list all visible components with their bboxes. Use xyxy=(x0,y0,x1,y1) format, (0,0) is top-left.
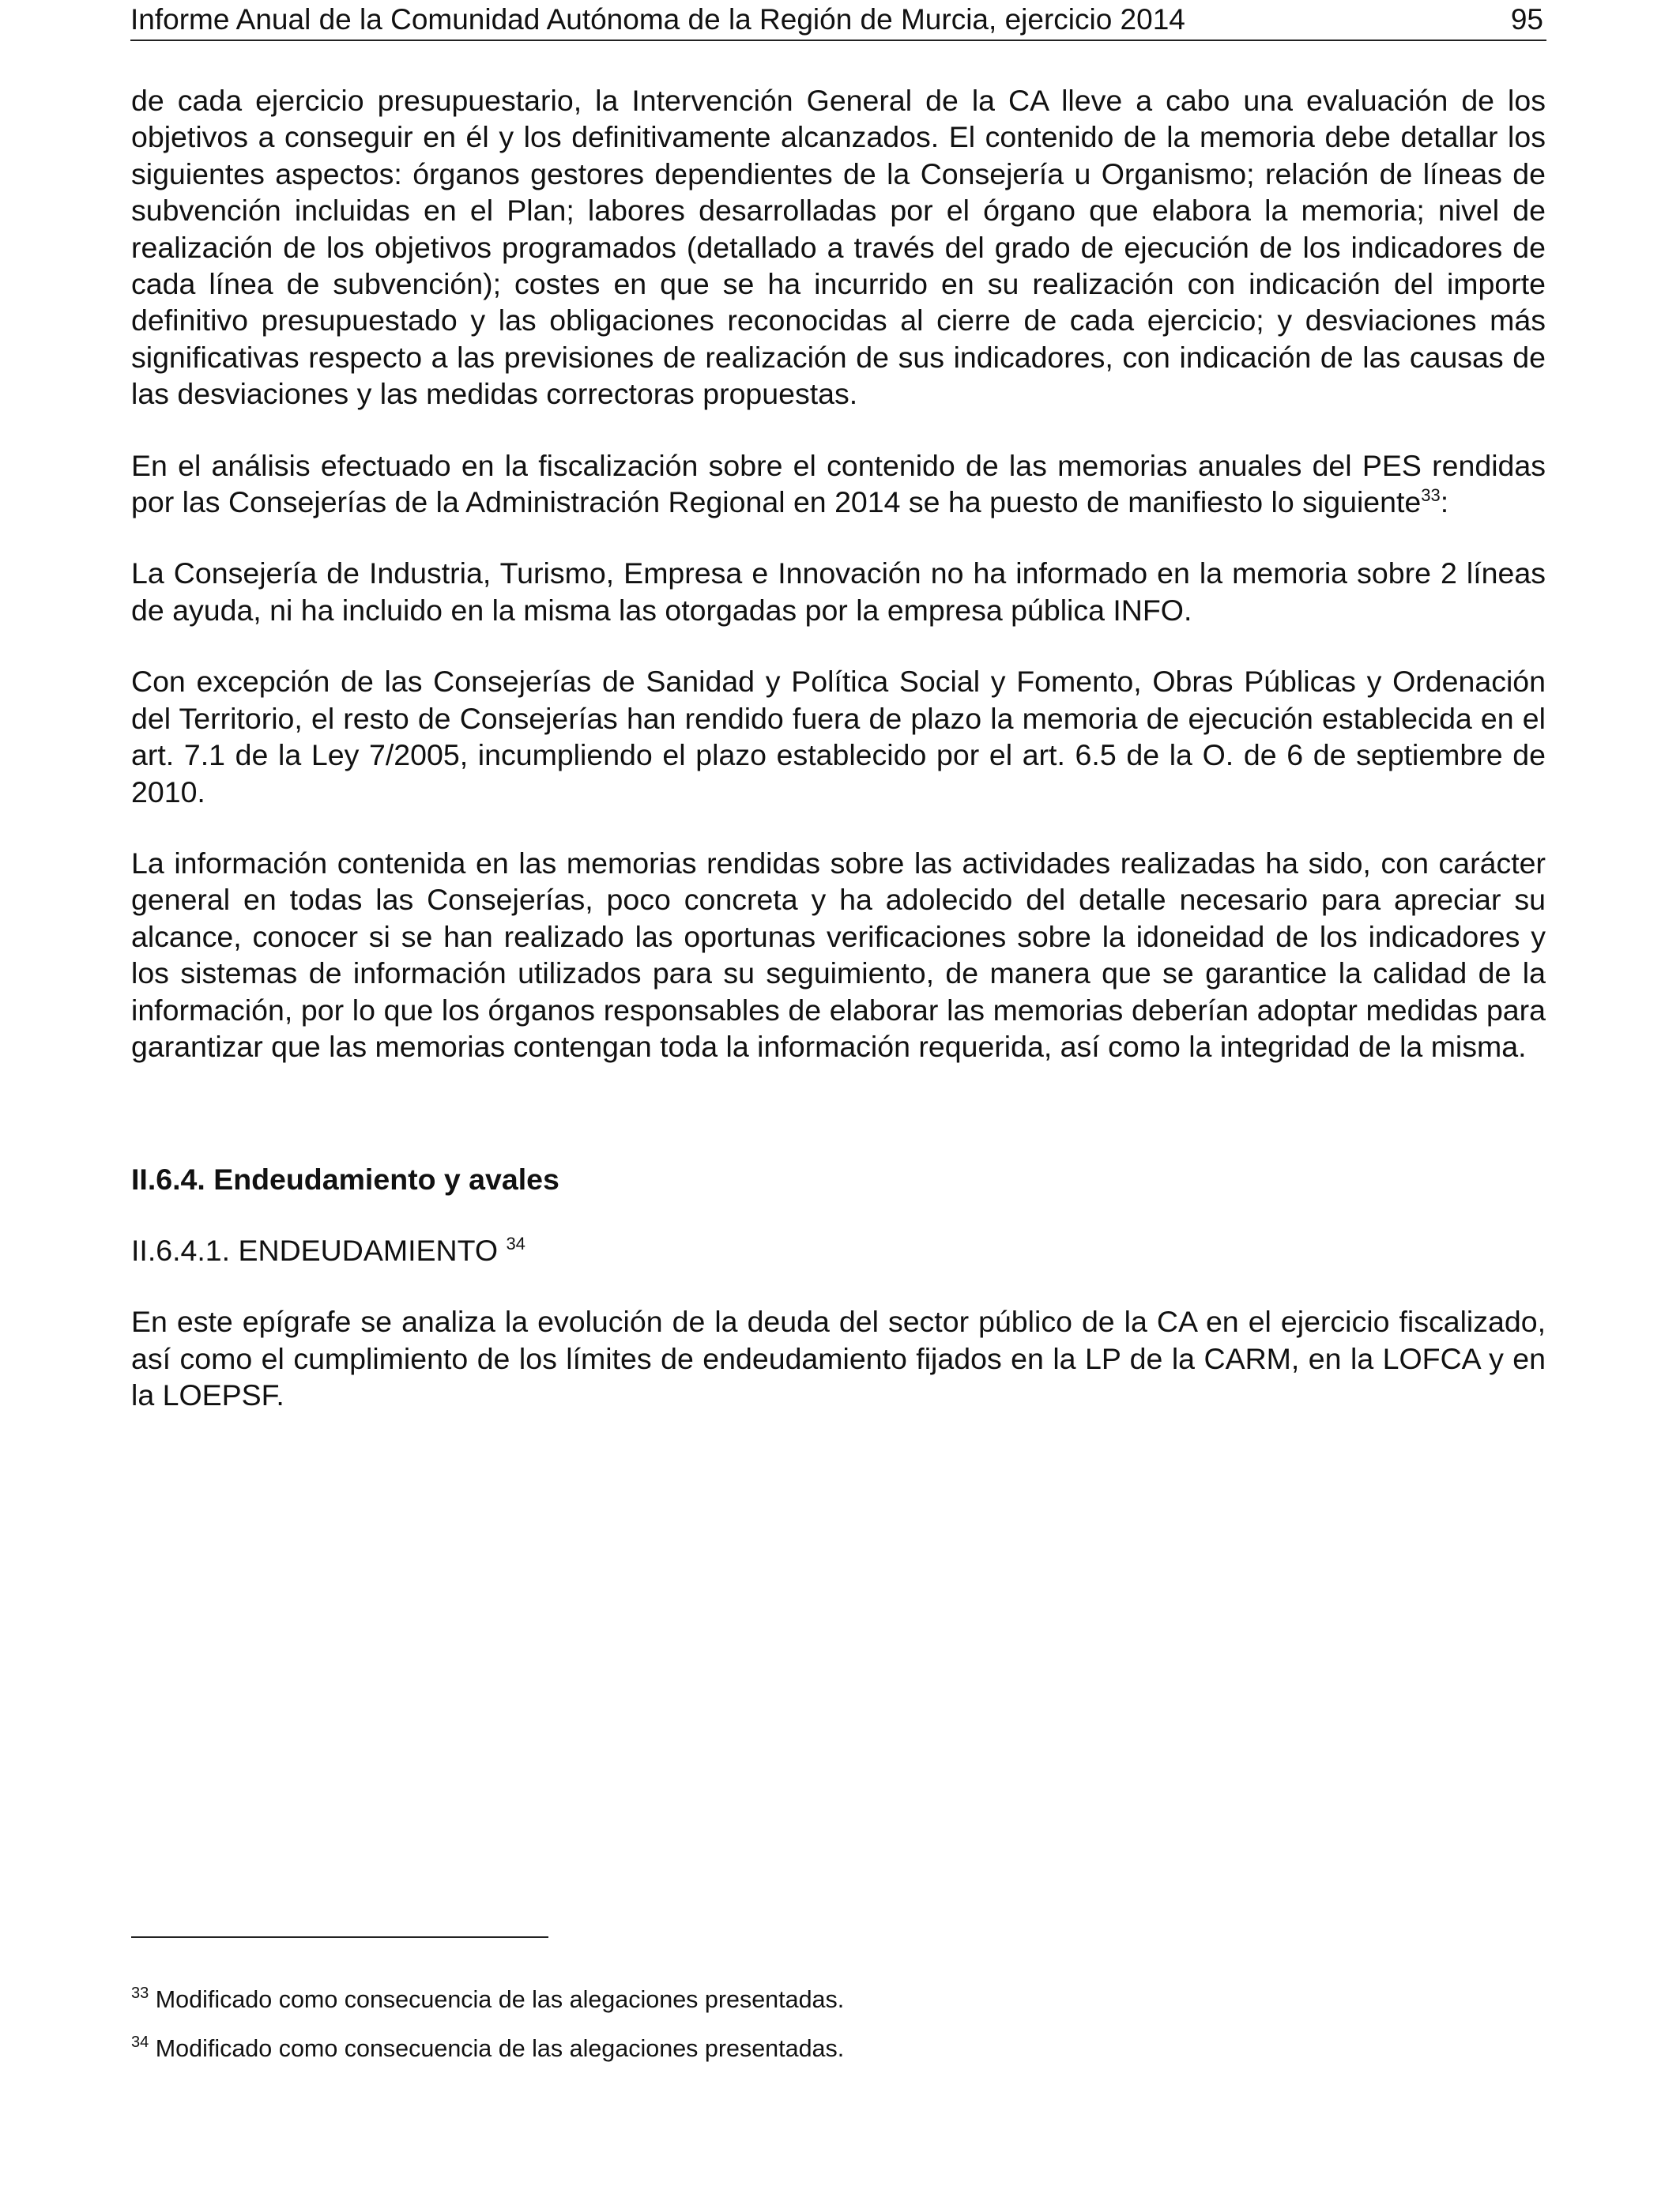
footnote-number: 33 xyxy=(131,1985,149,2002)
document-body xyxy=(131,82,1546,1414)
section-heading: II.6.4. Endeudamiento y avales xyxy=(131,1163,559,1197)
footnote-divider xyxy=(131,1936,548,1938)
header-title: Informe Anual de la Comunidad Autónoma de la Región de Murcia, ejercicio 2014 xyxy=(130,3,1185,36)
paragraph-text: En el análisis efectuado en la fiscalización sobre el contenido de las memorias anuales del PES rendidas por las Consejerías de la Administración Regional en 2014 se ha puesto de manifiesto lo siguiente xyxy=(131,448,1546,519)
subsection-heading-text: II.6.4.1. ENDEUDAMIENTO xyxy=(131,1234,499,1268)
footnote xyxy=(131,2033,1546,2064)
footnote-reference: 34 xyxy=(506,1234,525,1254)
paragraph: En este epígrafe se analiza la evolución de la deuda del sector público de la CA en el ejercicio fiscalizado, así como el cumplimiento de los límites de endeudamiento fijados en la LP de la CARM, en la LOFCA y en la LOEPSF. xyxy=(131,1305,1546,1412)
footnote-number: 34 xyxy=(131,2034,149,2051)
footnotes xyxy=(131,1984,1546,2064)
footnote-text: Modificado como consecuencia de las alegaciones presentadas. xyxy=(155,1986,845,2013)
subsection-heading xyxy=(131,1232,1546,1269)
paragraph: Con excepción de las Consejerías de Sanidad y Política Social y Fomento, Obras Públicas y Ordenación del Territorio, el resto de Consejerías han rendido fuera de plazo la memoria de ejecución establecida en el art. 7.1 de la Ley 7/2005, incumpliendo el plazo establecido por el art. 6.5 de la O. de 6 de septiembre de 2010. xyxy=(131,665,1546,809)
paragraph xyxy=(131,447,1546,521)
footnote xyxy=(131,1984,1546,2015)
paragraph: La información contenida en las memorias rendidas sobre las actividades realizadas ha sido, con carácter general en todas las Consejerías, poco concreta y ha adolecido del detalle necesario para apreciar su alcance, conocer si se han realizado las oportunas verificaciones sobre la idoneidad de los indicadores y los sistemas de información utilizados para su seguimiento, de manera que se garantice la calidad de la información, por lo que los órganos responsables de elaborar las memorias deberían adoptar medidas para garantizar que las memorias contengan toda la información requerida, así como la integridad de la misma. xyxy=(131,846,1546,1063)
paragraph: de cada ejercicio presupuestario, la Intervención General de la CA lleve a cabo una evaluación de los objetivos a conseguir en él y los definitivamente alcanzados. El contenido de la memoria debe detallar los siguientes aspectos: órganos gestores dependientes de la Consejería u Organismo; relación de líneas de subvención incluidas en el Plan; labores desarrolladas por el órgano que elabora la memoria; nivel de realización de los objetivos programados (detallado a través del grado de ejecución de los indicadores de cada línea de subvención); costes en que se ha incurrido en su realización con indicación del importe definitivo presupuestado y las obligaciones reconocidas al cierre de cada ejercicio; y desviaciones más significativas respecto a las previsiones de realización de sus indicadores, con indicación de las causas de las desviaciones y las medidas correctoras propuestas. xyxy=(131,84,1546,411)
footnote-reference: 33 xyxy=(1421,485,1441,506)
paragraph: La Consejería de Industria, Turismo, Empresa e Innovación no ha informado en la memoria sobre 2 líneas de ayuda, ni ha incluido en la misma las otorgadas por la empresa pública INFO. xyxy=(131,556,1546,627)
footnote-text: Modificado como consecuencia de las alegaciones presentadas. xyxy=(155,2035,845,2062)
page-header xyxy=(130,0,1546,41)
page-number: 95 xyxy=(1510,3,1543,36)
paragraph-punctuation: : xyxy=(1440,485,1449,519)
